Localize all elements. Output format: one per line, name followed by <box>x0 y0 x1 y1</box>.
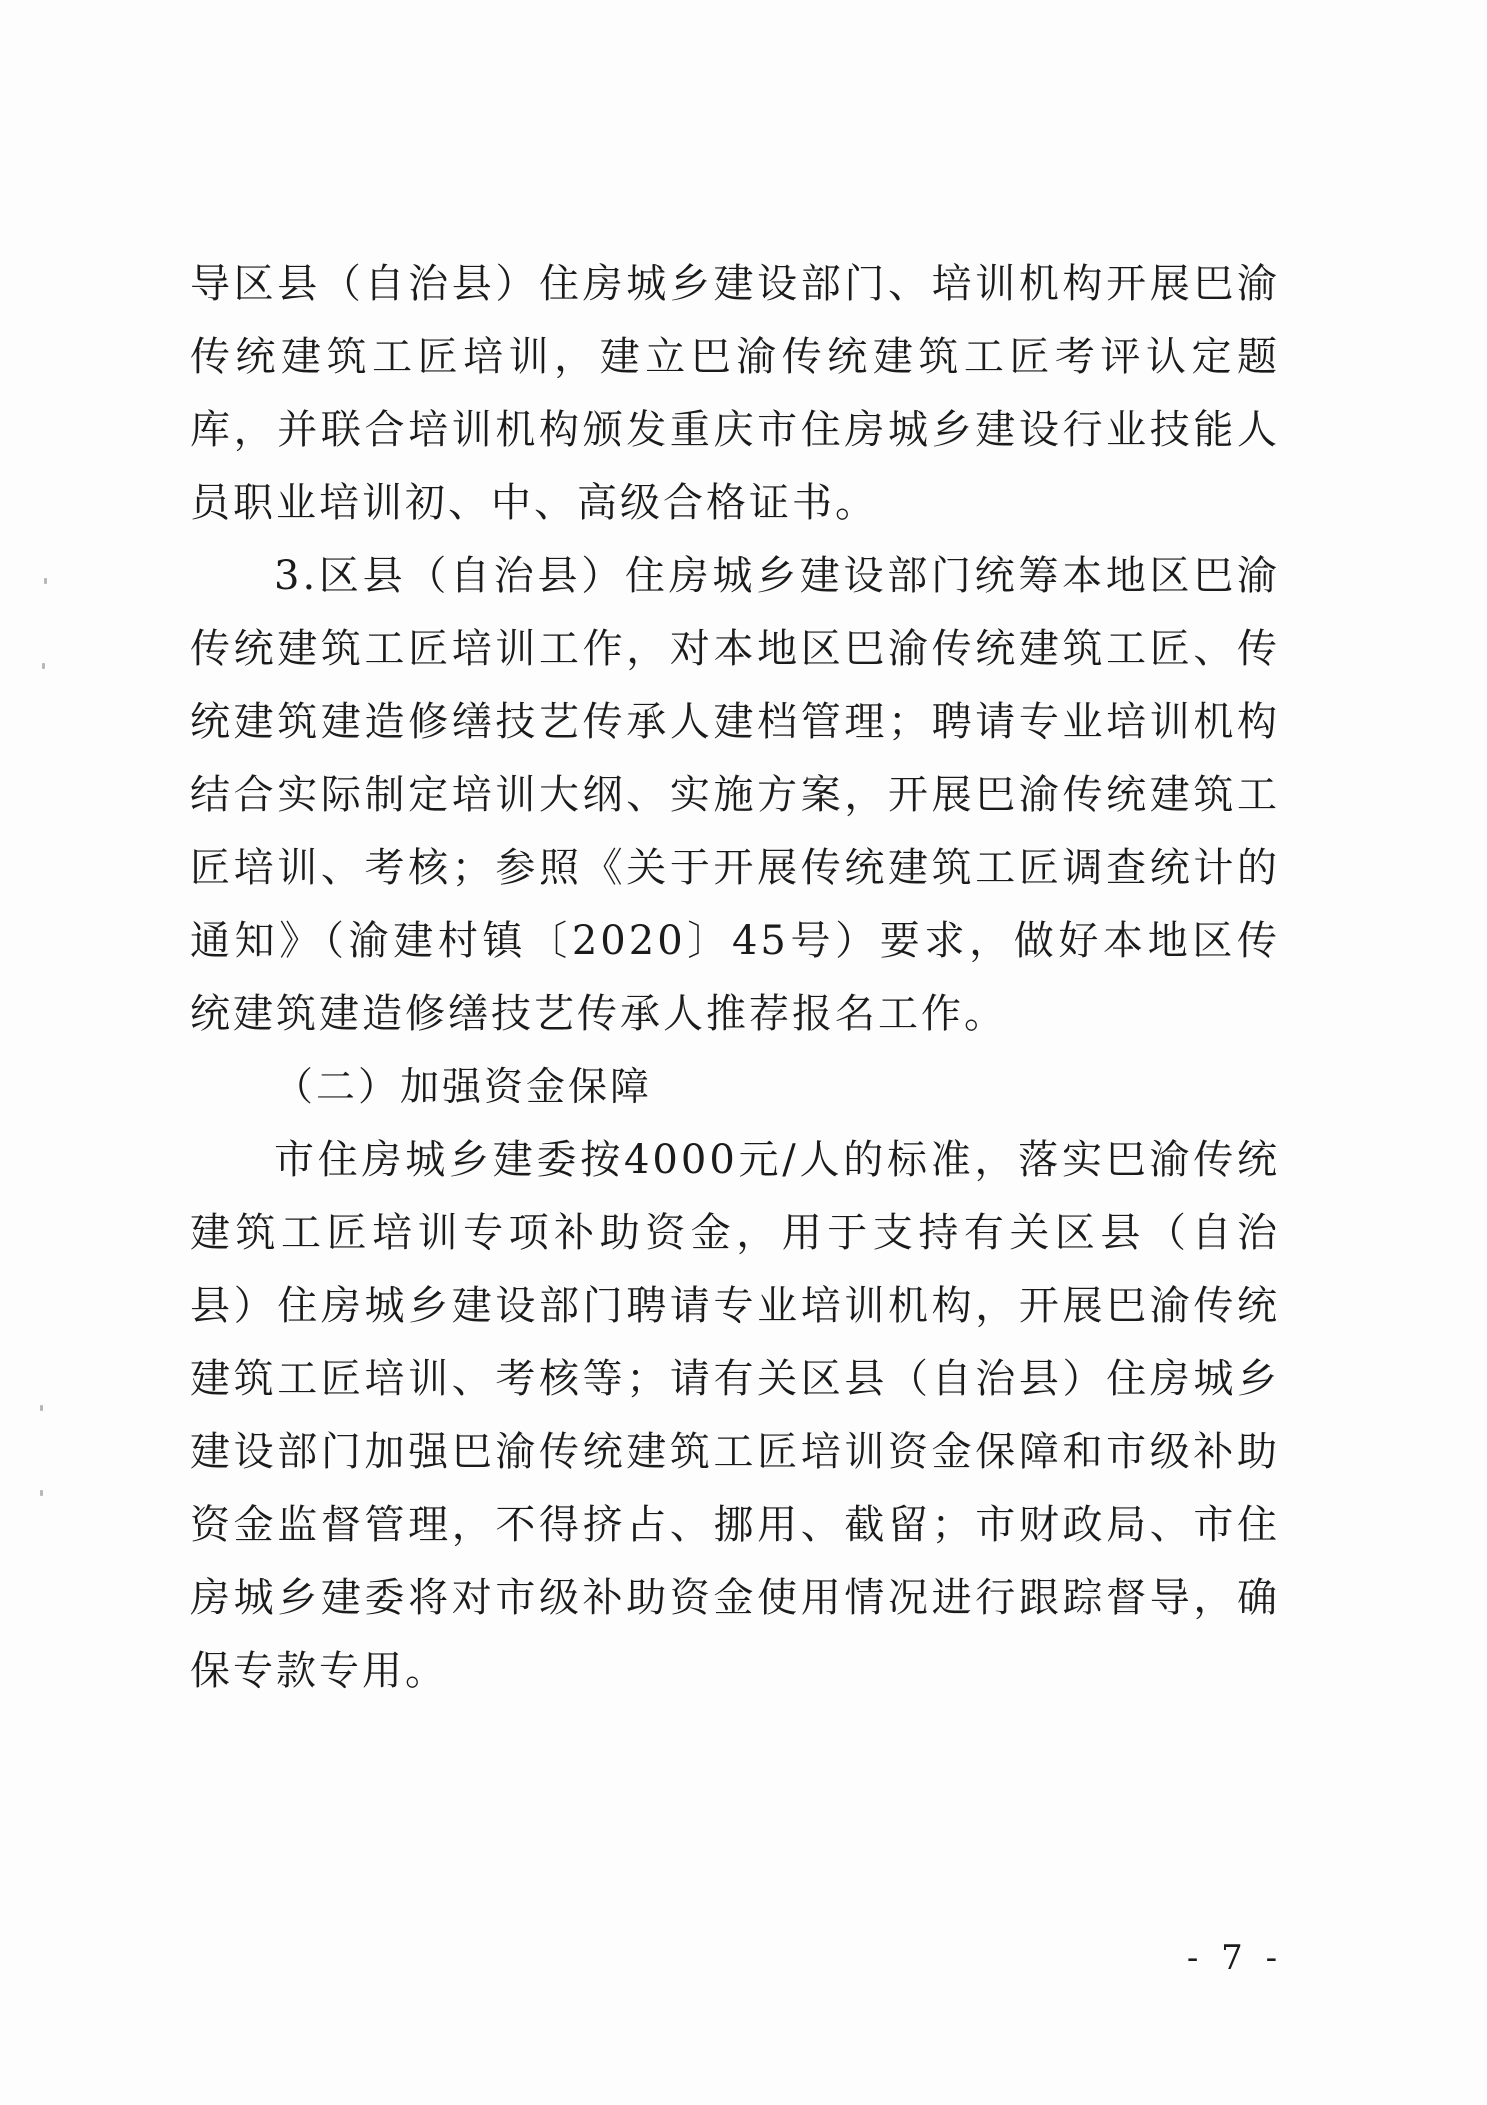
scan-speck <box>44 578 47 584</box>
paragraph-continuation: 导区县（自治县）住房城乡建设部门、培训机构开展巴渝传统建筑工匠培训，建立巴渝传统建筑工匠考评认定题库，并联合培训机构颁发重庆市住房城乡建设行业技能人员职业培训初、中、高级合格证书。 <box>190 261 1280 526</box>
document-body <box>190 248 1280 1708</box>
section-heading: （二）加强资金保障 <box>274 1065 653 1110</box>
paragraph-funding: 市住房城乡建委按4000元/人的标准，落实巴渝传统建筑工匠培训专项补助资金，用于支持有关区县（自治县）住房城乡建设部门聘请专业培训机构，开展巴渝传统建筑工匠培训、考核等；请有关区县（自治县）住房城乡建设部门加强巴渝传统建筑工匠培训资金保障和市级补助资金监督管理，不得挤占、挪用、截留；市财政局、市住房城乡建委将对市级补助资金使用情况进行跟踪督导，确保专款专用。 <box>190 1137 1280 1694</box>
page-number: - 7 - <box>1186 1938 1284 1978</box>
scan-speck <box>42 663 45 669</box>
scan-speck <box>40 1490 43 1496</box>
paragraph-item-3: 3.区县（自治县）住房城乡建设部门统筹本地区巴渝传统建筑工匠培训工作，对本地区巴渝传统建筑工匠、传统建筑建造修缮技艺传承人建档管理；聘请专业培训机构结合实际制定培训大纲、实施方案，开展巴渝传统建筑工匠培训、考核；参照《关于开展传统建筑工匠调查统计的通知》（渝建村镇〔2020〕45号）要求，做好本地区传统建筑建造修缮技艺传承人推荐报名工作。 <box>190 553 1280 1037</box>
scan-speck <box>40 1405 43 1411</box>
